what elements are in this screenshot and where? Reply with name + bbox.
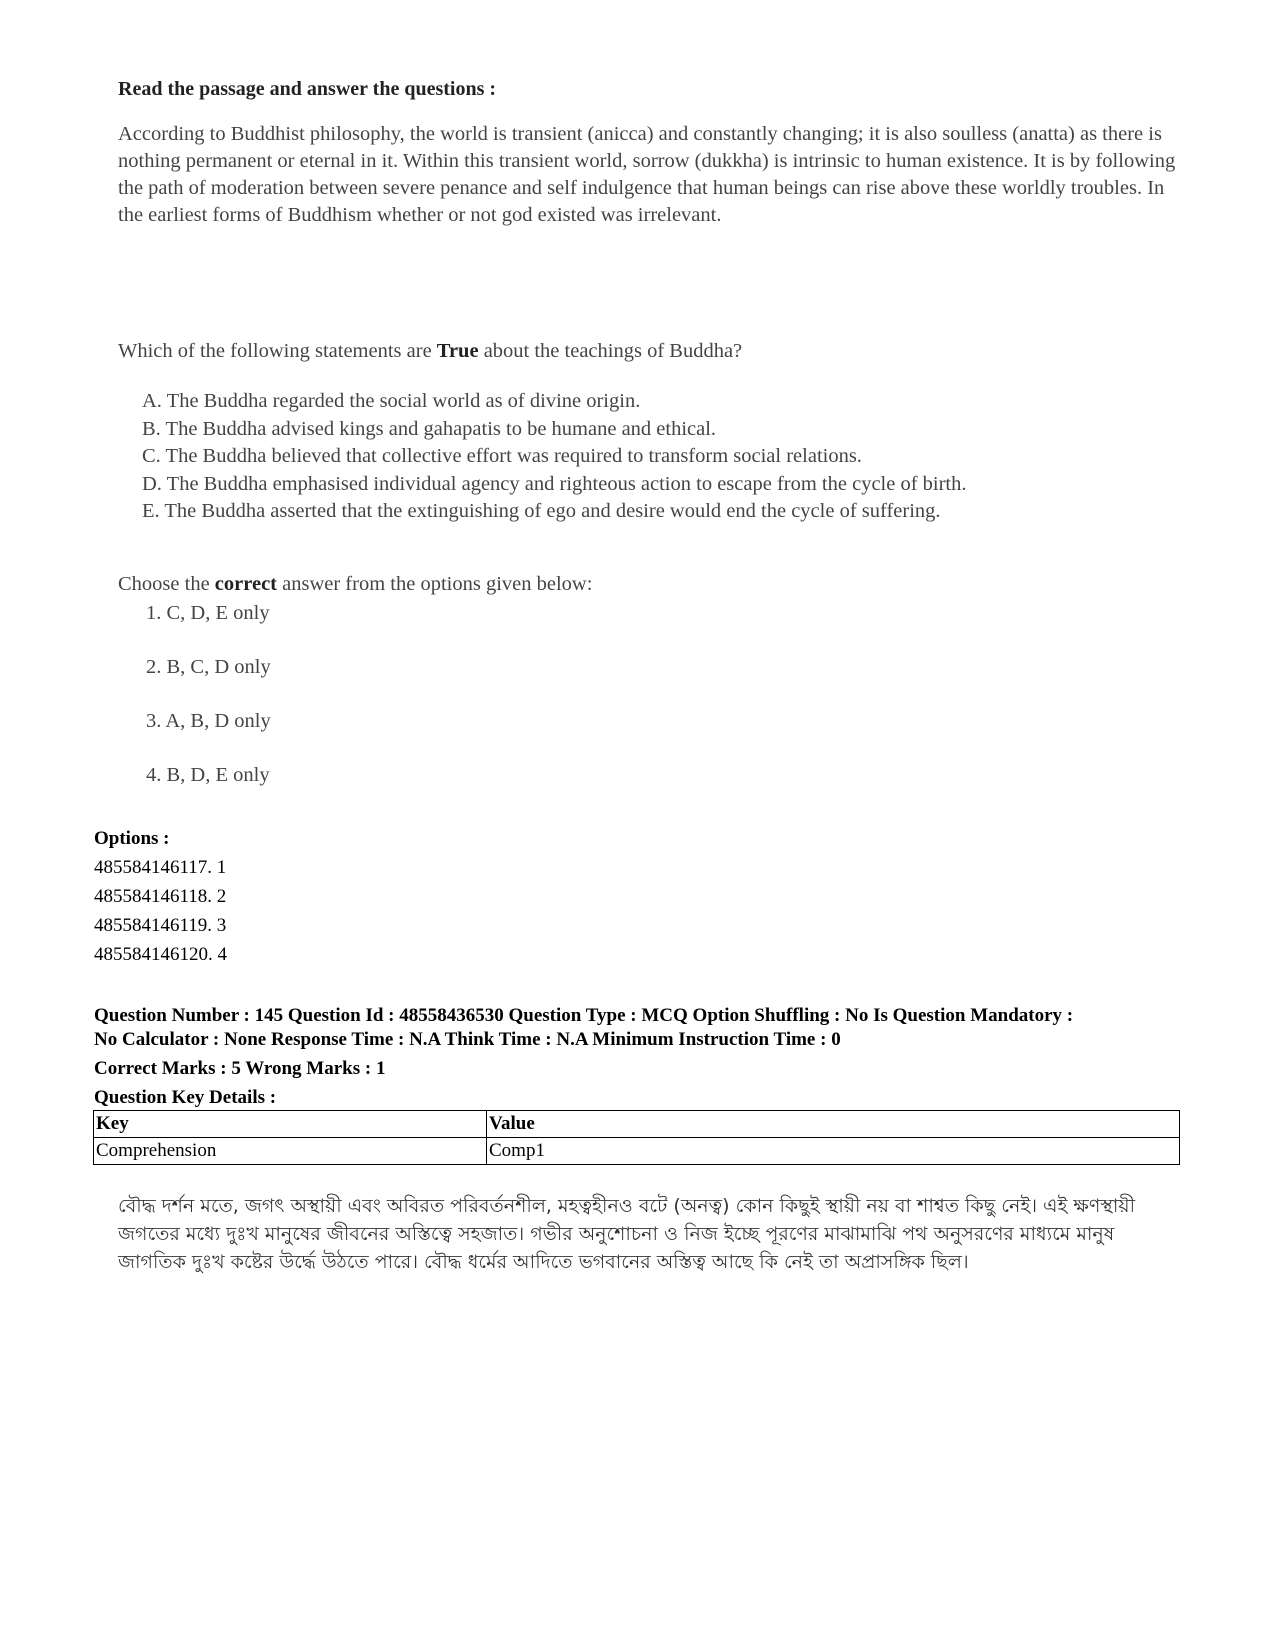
meta-line-2: No Calculator : None Response Time : N.A Think Time : N.A Minimum Instruction Time : 0 — [94, 1029, 841, 1050]
bengali-passage: বৌদ্ধ দর্শন মতে, জগৎ অস্থায়ী এবং অবিরত পরিবর্তনশীল, মহত্বহীনও বটে (অনত্ব) কোন কিছুই স্থায়ী নয় বা শাশ্বত কিছু নেই। এই ক্ষণস্থায়ী জগতের মধ্যে দুঃখ মানুষের জীবনের অস্তিত্বে সহজাত। গভীর অনুশোচনা ও নিজ ইচ্ছে পূরণের মাঝামাঝি পথ অনুসরণের মাধ্যমে মানুষ জাগতিক দুঃখ কষ্টের উর্দ্ধে উঠতে পারে। বৌদ্ধ ধর্মের আদিতে ভগবানের অস্তিত্ব আছে কি নেই তা অপ্রাসঙ্গিক ছিল। — [118, 1195, 1136, 1273]
key-details-label: Question Key Details : — [94, 1087, 277, 1108]
statement-e: E. The Buddha asserted that the extinguishing of ego and desire would end the cycle of suffering. — [142, 500, 941, 522]
options-label: Options : — [94, 828, 170, 849]
cell-key: Comprehension — [94, 1138, 487, 1165]
answer-option: 4. B, D, E only — [146, 764, 270, 786]
table-header-row — [94, 1111, 1180, 1138]
answer-option: 1. C, D, E only — [146, 602, 270, 624]
answer-option: 3. A, B, D only — [146, 710, 271, 732]
statement-a: A. The Buddha regarded the social world as of divine origin. — [142, 390, 641, 412]
question-image — [118, 78, 1178, 786]
options-section — [94, 824, 227, 969]
passage-heading: Read the passage and answer the questions : — [118, 78, 497, 100]
answer-option-list — [146, 602, 271, 818]
key-table — [93, 1110, 1180, 1165]
statement-d: D. The Buddha emphasised individual agency and righteous action to escape from the cycle of birth. — [142, 472, 967, 495]
question-meta — [94, 1004, 1194, 1110]
header-value: Value — [487, 1111, 1180, 1138]
statement-b: B. The Buddha advised kings and gahapatis to be humane and ethical. — [142, 417, 717, 440]
option-id: 485584146120. 4 — [94, 944, 227, 965]
meta-line-1: Question Number : 145 Question Id : 48558436530 Question Type : MCQ Option Shuffling : No Is Question Mandatory : — [94, 1005, 1074, 1026]
passage-text: According to Buddhist philosophy, the world is transient (anicca) and constantly changing; it is also soulless (anatta) as there is nothing permanent or eternal in it. Within this transient world, sorrow (dukkha) is intrinsic to human existence. It is by following the path of moderation between severe penance and self indulgence that human beings can rise above these worldly troubles. In the earliest forms of Buddhism whether or not god existed was irrelevant. — [118, 123, 1176, 226]
option-id: 485584146117. 1 — [94, 857, 227, 878]
cell-value: Comp1 — [487, 1138, 1180, 1165]
marks-line: Correct Marks : 5 Wrong Marks : 1 — [94, 1058, 386, 1079]
header-key: Key — [94, 1111, 487, 1138]
statement-c: C. The Buddha believed that collective effort was required to transform social relations. — [142, 445, 862, 467]
answer-option: 2. B, C, D only — [146, 656, 271, 678]
statement-list — [142, 388, 967, 526]
option-id: 485584146119. 3 — [94, 915, 227, 936]
option-id: 485584146118. 2 — [94, 886, 227, 907]
choose-instruction: Choose the correct answer from the options given below: — [118, 572, 593, 595]
table-row — [94, 1138, 1180, 1165]
question-text: Which of the following statements are True about the teachings of Buddha? — [118, 340, 743, 362]
